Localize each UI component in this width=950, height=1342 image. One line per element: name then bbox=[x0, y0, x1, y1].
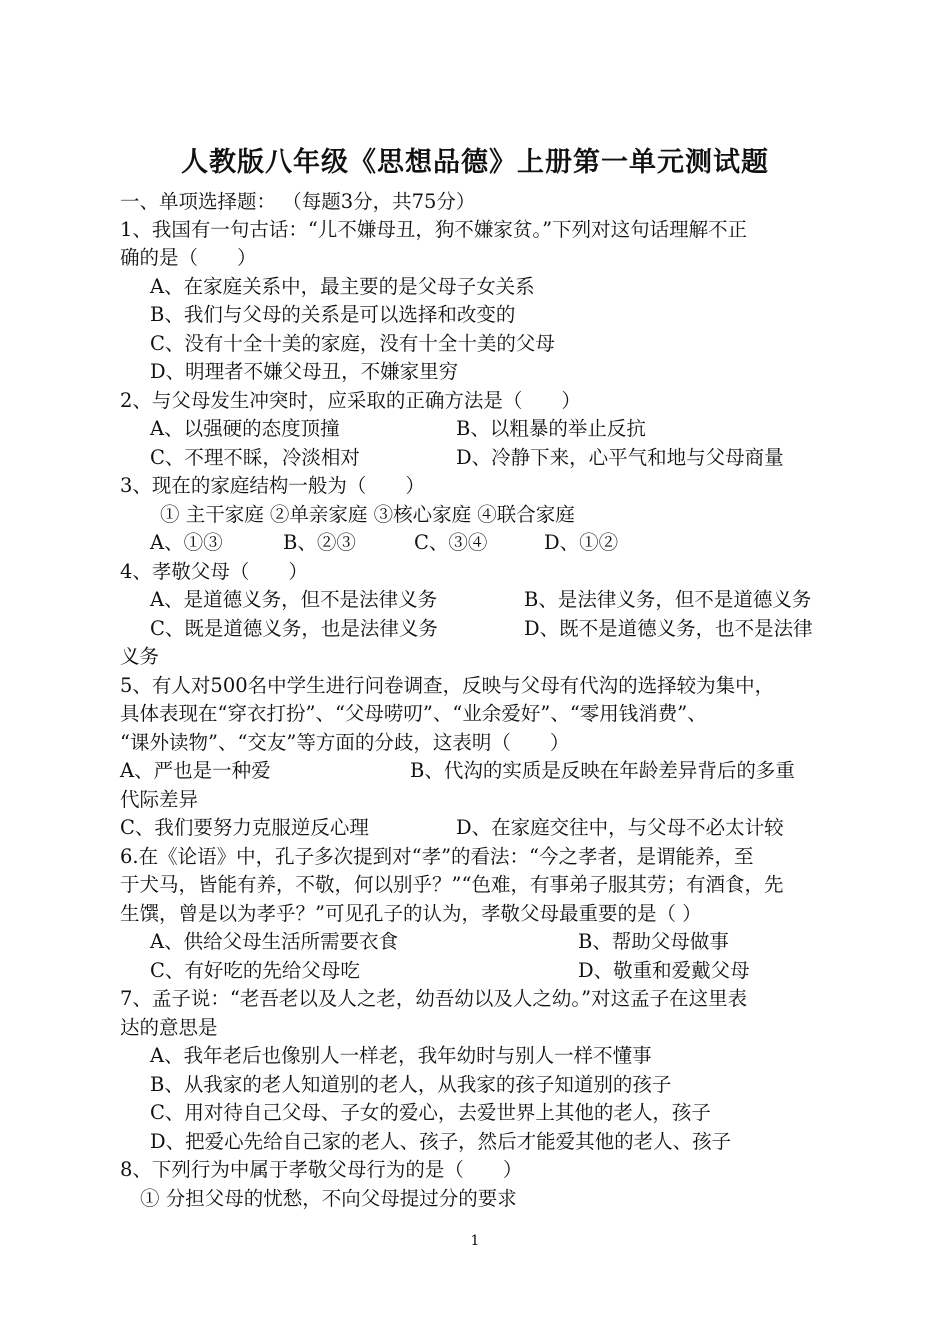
q5-stem-line1: 5、有人对500名中学生进行问卷调查，反映与父母有代沟的选择较为集中， bbox=[120, 674, 775, 697]
q8-stem: 8、下列行为中属于孝敬父母行为的是（ ） bbox=[120, 1158, 523, 1181]
q4-option-d: D、既不是道德义务，也不是法律 bbox=[524, 617, 813, 640]
q7-option-d: D、把爱心先给自己家的老人、孩子，然后才能爱其他的老人、孩子 bbox=[150, 1130, 732, 1153]
q2-option-b: B、以粗暴的举止反抗 bbox=[456, 417, 646, 440]
q3-stem: 3、现在的家庭结构一般为（ ） bbox=[120, 474, 425, 497]
section-heading: 一、单项选择题： （每题3分，共75分） bbox=[120, 190, 476, 213]
q7-option-a: A、我年老后也像别人一样老，我年幼时与别人一样不懂事 bbox=[150, 1044, 652, 1067]
q5-option-a: A、严也是一种爱 bbox=[120, 759, 271, 782]
q6-option-d: D、敬重和爱戴父母 bbox=[578, 959, 750, 982]
q7-option-b: B、从我家的老人知道别的老人，从我家的孩子知道别的孩子 bbox=[150, 1073, 672, 1096]
q2-stem: 2、与父母发生冲突时，应采取的正确方法是（ ） bbox=[120, 389, 581, 412]
q6-option-a: A、供给父母生活所需要衣食 bbox=[150, 930, 399, 953]
q6-stem-line1: 6.在《论语》中，孔子多次提到对“孝”的看法：“今之孝者，是谓能养，至 bbox=[120, 845, 754, 868]
q2-option-a: A、以强硬的态度顶撞 bbox=[150, 417, 340, 440]
q1-stem-line2: 确的是（ ） bbox=[120, 246, 257, 269]
q1-option-b: B、我们与父母的关系是可以选择和改变的 bbox=[150, 303, 516, 326]
q7-stem-line2: 达的意思是 bbox=[120, 1016, 218, 1039]
page-number: 1 bbox=[470, 1233, 480, 1249]
q4-option-a: A、是道德义务，但不是法律义务 bbox=[150, 588, 438, 611]
q8-item-1: ① 分担父母的忧愁，不向父母提过分的要求 bbox=[140, 1187, 517, 1210]
q5-option-b-continued: 代际差异 bbox=[120, 788, 199, 811]
q6-option-b: B、帮助父母做事 bbox=[578, 930, 729, 953]
q7-option-c: C、用对待自己父母、子女的爱心，去爱世界上其他的老人，孩子 bbox=[150, 1101, 711, 1124]
q4-option-c: C、既是道德义务，也是法律义务 bbox=[150, 617, 438, 640]
q3-option-a: A、①③ bbox=[150, 531, 223, 554]
q4-option-b: B、是法律义务，但不是道德义务 bbox=[524, 588, 812, 611]
q3-option-b: B、②③ bbox=[283, 531, 356, 554]
q7-stem-line1: 7、孟子说：“老吾老以及人之老，幼吾幼以及人之幼。”对这孟子在这里表 bbox=[120, 987, 748, 1010]
q3-items: ① 主干家庭 ②单亲家庭 ③核心家庭 ④联合家庭 bbox=[160, 503, 575, 526]
q3-option-d: D、①② bbox=[544, 531, 619, 554]
q4-option-d-continued: 义务 bbox=[120, 645, 160, 668]
q2-option-c: C、不理不睬，冷淡相对 bbox=[150, 446, 360, 469]
q5-option-d: D、在家庭交往中，与父母不必太计较 bbox=[456, 816, 784, 839]
q6-stem-line2: 于犬马，皆能有养，不敬，何以别乎？”“色难，有事弟子服其劳；有酒食，先 bbox=[120, 873, 784, 896]
q5-option-b: B、代沟的实质是反映在年龄差异背后的多重 bbox=[410, 759, 795, 782]
q6-stem-line3: 生馔，曾是以为孝乎？”可见孔子的认为，孝敬父母最重要的是（ ） bbox=[120, 902, 702, 925]
q6-option-c: C、有好吃的先给父母吃 bbox=[150, 959, 360, 982]
q5-option-c: C、我们要努力克服逆反心理 bbox=[120, 816, 369, 839]
q1-option-d: D、明理者不嫌父母丑，不嫌家里穷 bbox=[150, 360, 459, 383]
q3-option-c: C、③④ bbox=[414, 531, 488, 554]
q4-stem: 4、孝敬父母（ ） bbox=[120, 560, 308, 583]
q1-stem-line1: 1、我国有一句古话：“儿不嫌母丑，狗不嫌家贫。”下列对这句话理解不正 bbox=[120, 218, 748, 241]
page-title: 人教版八年级《思想品德》上册第一单元测试题 bbox=[181, 147, 769, 178]
q5-stem-line2: 具体表现在“穿衣打扮”、“父母唠叨”、“业余爱好”、“零用钱消费”、 bbox=[120, 702, 707, 725]
q1-option-a: A、在家庭关系中，最主要的是父母子女关系 bbox=[150, 275, 535, 298]
q5-stem-line3: “课外读物”、“交友”等方面的分歧，这表明（ ） bbox=[120, 731, 570, 754]
q1-option-c: C、没有十全十美的家庭，没有十全十美的父母 bbox=[150, 332, 555, 355]
q2-option-d: D、冷静下来，心平气和地与父母商量 bbox=[456, 446, 784, 469]
